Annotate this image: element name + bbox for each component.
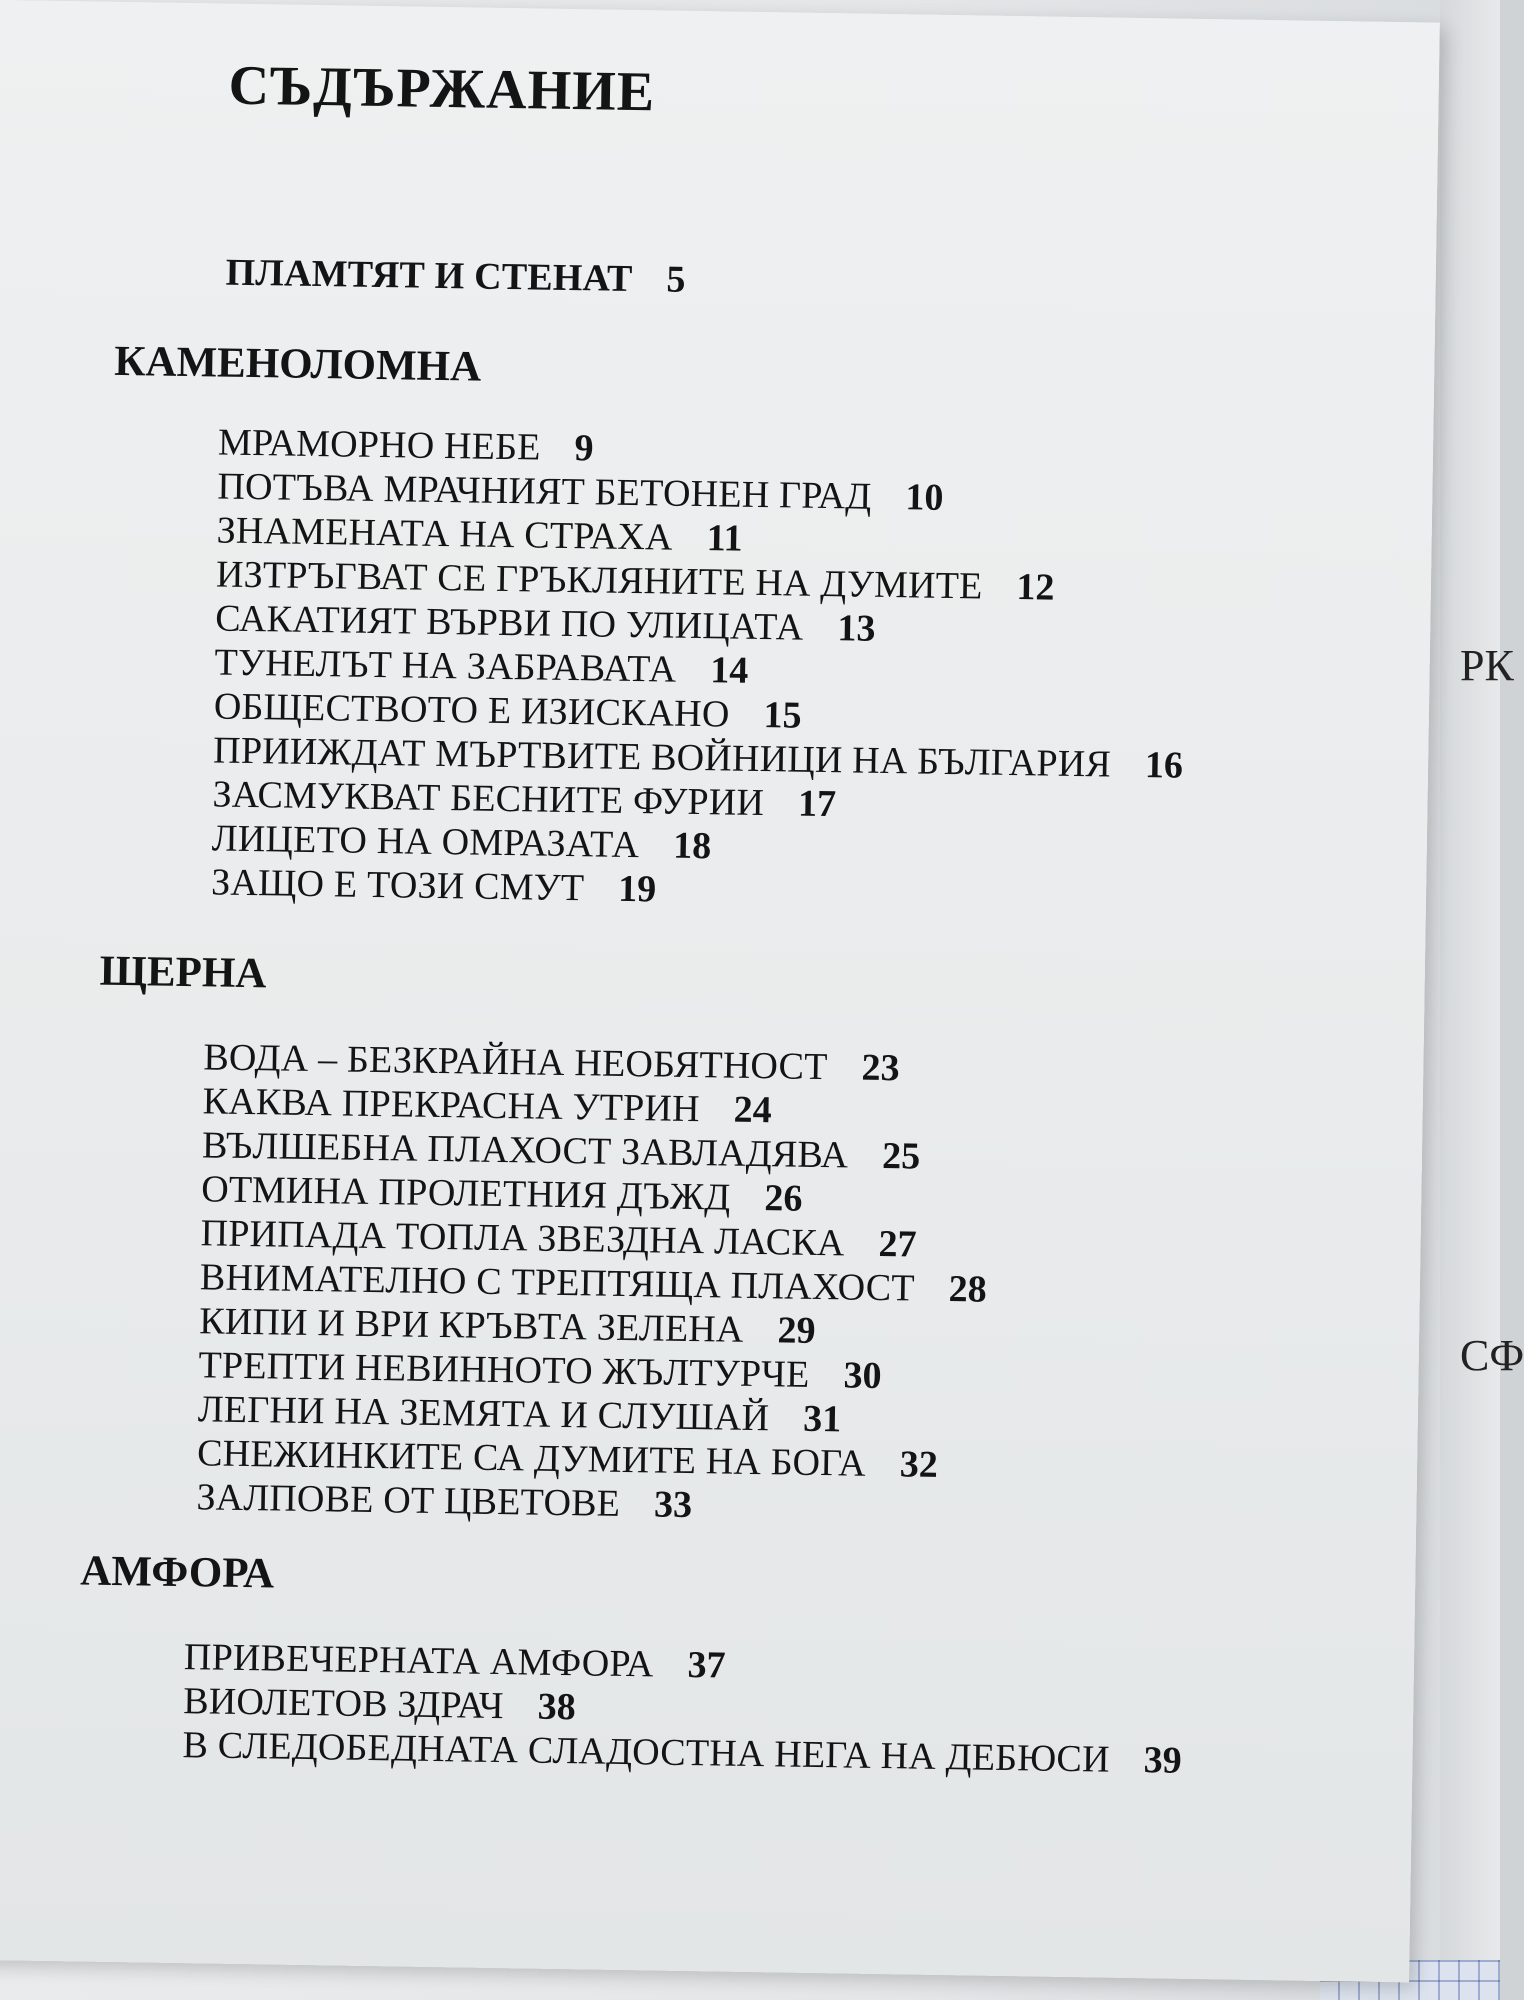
entry-page-number: 32 [899,1443,939,1486]
entry-page-number: 5 [666,258,686,301]
toc-entry [197,1434,938,1484]
toc-entry [217,421,594,470]
toc-entry [210,861,657,911]
entry-page-number: 37 [687,1644,726,1687]
entry-title: МРАМОРНО НЕБЕ [217,421,541,469]
entry-title: САКАТИЯТ ВЪРВИ ПО УЛИЦАТА [214,597,804,649]
entry-page-number: 39 [1143,1739,1182,1782]
adjacent-page-edge [1440,0,1524,2000]
entry-page-number: 16 [1144,744,1184,787]
entry-title: ЛЕГНИ НА ЗЕМЯТА И СЛУШАЙ [197,1388,770,1440]
entry-title: ВЪЛШЕБНА ПЛАХОСТ ЗАВЛАДЯВА [201,1124,849,1177]
toc-entry [202,1080,773,1132]
entry-title: ВИОЛЕТОВ ЗДРАЧ [182,1680,504,1728]
entry-title: ЗАЛПОВЕ ОТ ЦВЕТОВЕ [196,1476,621,1525]
entry-page-number: 33 [653,1483,693,1527]
entry-title: ВНИМАТЕЛНО С ТРЕПТЯЩА ПЛАХОСТ [199,1256,916,1310]
entry-title: ПОТЪВА МРАЧНИЯТ БЕТОНЕН ГРАД [217,465,872,518]
section-title: АМФОРА [79,1547,275,1598]
toc-entry [197,1388,842,1441]
toc-entry [214,641,749,692]
entry-page-number: 24 [733,1088,773,1132]
entry-page-number: 11 [706,517,743,560]
entry-title: ПРИВЕЧЕРНАТА АМФОРА [183,1636,654,1686]
entry-page-number: 12 [1016,566,1055,609]
entry-title: ПРИПАДА ТОПЛА ЗВЕЗДНА ЛАСКА [200,1212,845,1265]
entry-title: ПРИИЖДАТ МЪРТВИТЕ ВОЙНИЦИ НА БЪЛГАРИЯ [212,729,1112,786]
toc-entry [201,1168,803,1220]
entry-page-number: 9 [574,427,594,470]
entry-page-number: 26 [764,1177,803,1220]
entry-title: КИПИ И ВРИ КРЪВТА ЗЕЛЕНА [198,1300,744,1351]
entry-page-number: 29 [777,1309,816,1352]
entry-title: ВОДА – БЕЗКРАЙНА НЕОБЯТНОСТ [203,1036,828,1089]
entry-page-number: 17 [797,782,837,826]
entry-page-number: 31 [802,1397,842,1441]
entry-page-number: 14 [710,649,749,692]
entry-title: В СЛЕДОБЕДНАТА СЛАДОСТНА НЕГА НА ДЕБЮСИ [182,1724,1110,1781]
entry-title: ЗНАМЕНАТА НА СТРАХА [216,509,674,559]
entry-title: ИЗТРЪГВАТ СЕ ГРЪКЛЯНИТЕ НА ДУМИТЕ [215,553,983,608]
entry-title: ТУНЕЛЪТ НА ЗАБРАВАТА [214,641,677,691]
entry-page-number: 25 [881,1135,921,1178]
entry-page-number: 27 [878,1222,917,1266]
section-title: КАМЕНОЛОМНА [113,337,482,391]
toc-entry [211,817,712,868]
entry-page-number: 30 [843,1354,882,1398]
toc-entry [217,465,944,519]
entry-page-number: 10 [905,476,944,519]
page-title: СЪДЪРЖАНИЕ [228,54,656,124]
adjacent-page-text-fragment: СФ [1460,1331,1524,1380]
entry-title: ЗАЩО Е ТОЗИ СМУТ [210,861,585,910]
toc-entry [200,1212,917,1266]
entry-title: КАКВА ПРЕКРАСНА УТРИН [202,1080,701,1131]
entry-title: ОТМИНА ПРОЛЕТНИЯ ДЪЖД [201,1168,731,1219]
toc-entry [184,1638,726,1685]
entry-title: ПЛАМТЯТ И СТЕНАТ [225,251,633,300]
toc-entry [213,685,802,737]
entry-page-number: 38 [537,1685,576,1729]
adjacent-page-text-fragment: РК [1460,641,1514,690]
entry-title: ОБЩЕСТВОТО Е ИЗИСКАНО [213,685,730,736]
entry-page-number: 18 [672,824,712,868]
toc-entry [203,1036,900,1090]
toc-entry [199,1256,988,1311]
toc-entry [199,1302,816,1350]
toc-entry [216,509,743,560]
toc-entry [214,597,876,650]
toc-entry-intro [225,251,686,301]
section-title: ЩЕРНА [99,947,267,998]
entry-page-number: 23 [861,1046,900,1090]
entry-page-number: 28 [948,1268,988,1311]
toc-entry [201,1124,921,1178]
entry-title: ЛИЦЕТО НА ОМРАЗАТА [211,817,640,867]
entry-page-number: 15 [763,694,802,737]
toc-entry [212,773,837,826]
entry-page-number: 13 [837,607,876,650]
toc-entry [196,1476,693,1527]
toc-entry [182,1726,1182,1780]
toc-entry [182,1680,576,1729]
toc-entry [198,1344,882,1398]
entry-title: ТРЕПТИ НЕВИННОТО ЖЪЛТУРЧЕ [198,1344,810,1396]
entry-title: СНЕЖИНКИТЕ СА ДУМИТЕ НА БОГА [196,1432,867,1485]
entry-page-number: 19 [617,867,657,911]
entry-title: ЗАСМУКВАТ БЕСНИТЕ ФУРИИ [212,773,765,825]
